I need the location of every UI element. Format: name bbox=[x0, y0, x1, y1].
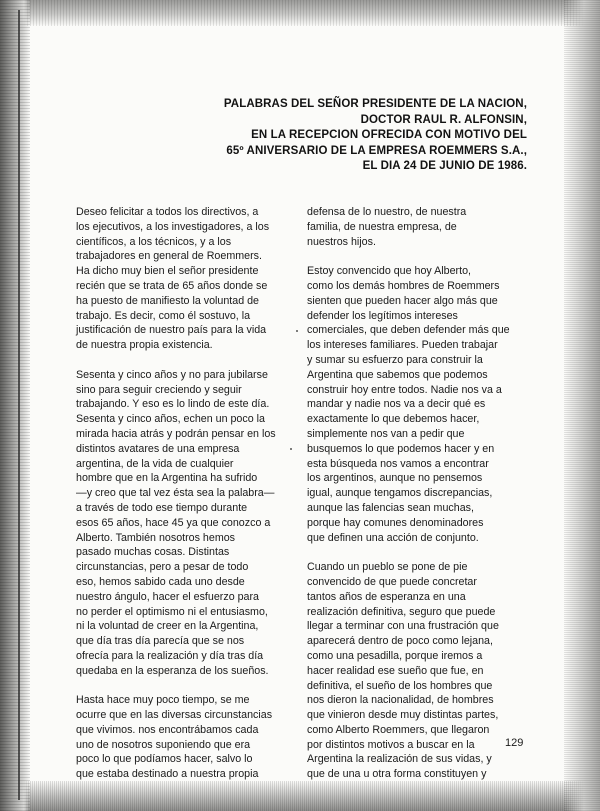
text-line: ni la voluntad de creer en la Argentina, bbox=[76, 620, 259, 633]
text-line: definitiva, el sueño de los hombres que bbox=[307, 679, 493, 692]
text-line: hombre que en la Argentina ha sufrido bbox=[76, 472, 258, 485]
text-line: realización definitiva, seguro que puede bbox=[307, 605, 496, 618]
text-line: que definen una acción de conjunto. bbox=[307, 531, 479, 544]
text-line: por distintos motivos a buscar en la bbox=[307, 738, 475, 751]
text-line: porque hay comunes denominadores bbox=[307, 516, 484, 529]
paragraph bbox=[76, 693, 282, 782]
text-line: que día tras día parecía que se nos bbox=[76, 635, 245, 648]
text-line: Deseo felicitar a todos los directivos, a bbox=[76, 206, 259, 218]
page-number: 129 bbox=[505, 737, 524, 749]
text-line: sienten que pueden hacer algo más que bbox=[307, 294, 498, 307]
left-text-column bbox=[76, 205, 282, 797]
paragraph bbox=[307, 205, 515, 249]
scan-edge-left bbox=[0, 0, 30, 811]
text-line: defensa de lo nuestro, de nuestra bbox=[307, 206, 467, 218]
text-line: de nuestra propia existencia. bbox=[76, 339, 213, 352]
text-line: Argentina que sabemos que podemos bbox=[307, 368, 488, 381]
text-line: Ha dicho muy bien el señor presidente bbox=[76, 265, 259, 278]
text-line: familia, de nuestra empresa, de bbox=[307, 220, 457, 233]
text-line: —y creo que tal vez ésta sea la palabra— bbox=[76, 487, 275, 500]
title-line: 65º ANIVERSARIO DE LA EMPRESA ROEMMERS S.A., bbox=[226, 144, 527, 157]
text-line: nuestro ángulo, hacer el esfuerzo para bbox=[76, 590, 259, 603]
right-text-column bbox=[307, 205, 515, 797]
text-line: recién que se trata de 65 años donde se bbox=[76, 279, 268, 292]
text-line: sino para seguir creciendo y seguir bbox=[76, 383, 242, 396]
text-line: distintos avatares de una empresa bbox=[76, 442, 240, 455]
text-line: que vivimos. nos encontrábamos cada bbox=[76, 723, 259, 736]
paragraph bbox=[76, 368, 282, 679]
text-line: circunstancias, pero a pesar de todo bbox=[76, 561, 249, 574]
text-line: como una pesadilla, porque iremos a bbox=[307, 649, 483, 662]
text-line: pasado muchas cosas. Distintas bbox=[76, 546, 230, 559]
text-line: justificación de nuestro país para la vida bbox=[76, 324, 267, 337]
text-line: nos dieron la nacionalidad, de hombres bbox=[307, 694, 494, 707]
text-line: mirada hacia atrás y podrán pensar en los bbox=[76, 427, 276, 440]
text-line: Sesenta y cinco años, echen un poco la bbox=[76, 413, 265, 426]
text-line: simplemente nos van a pedir que bbox=[307, 427, 465, 440]
text-line: convencido de que puede concretar bbox=[307, 575, 477, 588]
text-line: hacer realidad ese sueño que fue, en bbox=[307, 664, 484, 677]
text-line: quedaba en la esperanza de los sueños. bbox=[76, 664, 269, 677]
text-line: eso, hemos sabido cada uno desde bbox=[76, 575, 245, 588]
scan-speck bbox=[296, 330, 298, 332]
text-line: argentina, de la vida de cualquier bbox=[76, 457, 234, 470]
text-line: mandar y nadie nos va a decir qué es bbox=[307, 398, 486, 411]
text-line: aparecerá dentro de poco como lejana, bbox=[307, 635, 493, 648]
text-line: Argentina la realización de sus vidas, y bbox=[307, 753, 492, 766]
text-line: los argentinos, aunque no pensemos bbox=[307, 472, 483, 485]
text-line: ha puesto de manifiesto la voluntad de bbox=[76, 294, 260, 307]
text-line: trabajadores en general de Roemmers. bbox=[76, 250, 262, 263]
text-line: ocurre que en las diversas circunstancias bbox=[76, 709, 273, 722]
text-line: a través de todo ese tiempo durante bbox=[76, 501, 248, 514]
title-line: DOCTOR RAUL R. ALFONSIN, bbox=[360, 113, 527, 126]
text-line: busquemos lo que podemos hacer y en bbox=[307, 442, 495, 455]
text-line: Cuando un pueblo se pone de pie bbox=[307, 561, 468, 574]
text-line: trabajo. Es decir, como él sostuvo, la bbox=[76, 309, 251, 322]
paragraph bbox=[307, 264, 515, 545]
text-line: nuestros hijos. bbox=[307, 235, 376, 248]
text-line: los intereses familiares. Pueden trabajar bbox=[307, 339, 498, 352]
text-line: trabajando. Y eso es lo lindo de este día. bbox=[76, 398, 270, 411]
title-line: EL DIA 24 DE JUNIO DE 1986. bbox=[362, 160, 527, 173]
text-line: Alberto. También nosotros hemos bbox=[76, 531, 236, 544]
text-line: llegar a terminar con una frustración que bbox=[307, 620, 499, 633]
text-line: uno de nosotros suponiendo que era bbox=[76, 738, 251, 751]
text-line: esta búsqueda nos vamos a encontrar bbox=[307, 457, 489, 470]
scan-edge-top bbox=[0, 0, 600, 26]
text-line: y sumar su esfuerzo para construir la bbox=[307, 353, 483, 366]
text-line: los ejecutivos, a los investigadores, a los bbox=[76, 220, 270, 233]
text-line: como los demás hombres de Roemmers bbox=[307, 279, 500, 292]
text-line: construir hoy entre todos. Nadie nos va a bbox=[307, 383, 502, 396]
text-line: no perder el optimismo ni el entusiasmo, bbox=[76, 605, 268, 618]
text-line: ofrecía para la realización y día tras día bbox=[76, 649, 264, 662]
text-line: aunque las falencias sean muchas, bbox=[307, 501, 474, 514]
scan-edge-right bbox=[564, 0, 600, 811]
text-line: comerciales, que deben defender más que bbox=[307, 324, 510, 337]
text-line: como Alberto Roemmers, que llegaron bbox=[307, 723, 490, 736]
text-line: Sesenta y cinco años y no para jubilarse bbox=[76, 368, 268, 381]
text-line: igual, aunque tengamos discrepancias, bbox=[307, 487, 493, 500]
text-line: Estoy convencido que hoy Alberto, bbox=[307, 265, 471, 278]
text-line: poco lo que podíamos hacer, salvo lo bbox=[76, 753, 253, 766]
speech-title bbox=[224, 97, 527, 175]
title-line: PALABRAS DEL SEÑOR PRESIDENTE DE LA NACION, bbox=[223, 98, 527, 110]
text-line: que vinieron desde muy distintas partes, bbox=[307, 709, 499, 722]
text-line: Hasta hace muy poco tiempo, se me bbox=[76, 694, 250, 707]
scan-speck bbox=[290, 448, 292, 450]
text-line: tantos años de esperanza en una bbox=[307, 590, 466, 603]
text-line: defender los legítimos intereses bbox=[307, 309, 458, 322]
paragraph bbox=[307, 560, 515, 782]
paragraph bbox=[76, 205, 282, 353]
text-line: científicos, a los técnicos, y a los bbox=[76, 235, 232, 248]
text-line: que estaba destinado a nuestra propia bbox=[76, 768, 259, 781]
binding-line bbox=[18, 10, 20, 800]
text-line: exactamente lo que debemos hacer, bbox=[307, 413, 480, 426]
text-line: esos 65 años, hace 45 ya que conozco a bbox=[76, 516, 271, 529]
title-line: EN LA RECEPCION OFRECIDA CON MOTIVO DEL bbox=[251, 129, 527, 142]
text-line: que de una u otra forma constituyen y bbox=[307, 768, 487, 781]
